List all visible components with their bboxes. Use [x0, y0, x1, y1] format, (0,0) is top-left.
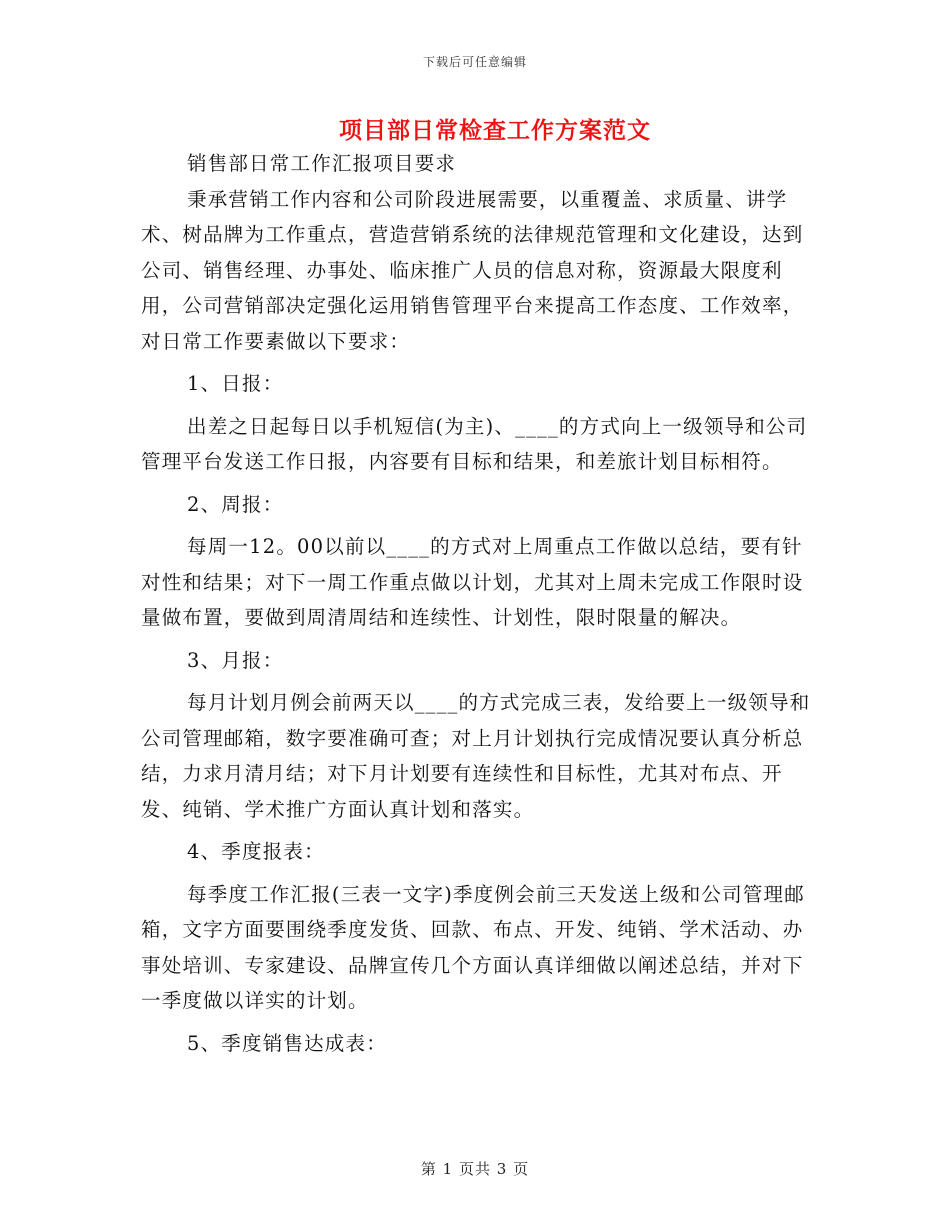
page-footer: 第 1 页共 3 页 — [420, 1160, 530, 1178]
paragraph-intro: 秉承营销工作内容和公司阶段进展需要，以重覆盖、求质量、讲学术、树品牌为工作重点，营造营销系统的法律规范管理和文化建设，达到公司、销售经理、办事处、临床推广人员的信息对称，资源最大限度利用，公司营销部决定强化运用销售管理平台来提高工作态度、工作效率，对日常工作要素做以下要求： — [141, 187, 804, 353]
paragraph-weekly: 每周一12。00以前以____的方式对上周重点工作做以总结，要有针对性和结果；对下一周工作重点做以计划，尤其对上周未完成工作限时设量做布置，要做到周清周结和连续性、计划性，限时限量的解决。 — [141, 535, 804, 629]
paragraph-monthly: 每月计划月例会前两天以____的方式完成三表，发给要上一级领导和公司管理邮箱，数字要准确可查；对上月计划执行完成情况要认真分析总结，力求月清月结；对下月计划要有连续性和目标性，尤其对布点、开发、纯销、学术推广方面认真计划和落实。 — [141, 691, 811, 821]
document-title: 项目部日常检查工作方案范文 — [339, 117, 651, 144]
section-heading-monthly: 3、月报： — [187, 648, 284, 672]
section-heading-weekly: 2、周报： — [187, 492, 284, 516]
section-heading-quarterly: 4、季度报表： — [187, 840, 325, 863]
paragraph-quarterly: 每季度工作汇报(三表一文字)季度例会前三天发送上级和公司管理邮箱，文字方面要围绕季度发货、回款、布点、开发、纯销、学术活动、办事处培训、专家建设、品牌宣传几个方面认真详细做以阐述总结，并对下一季度做以详实的计划。 — [141, 882, 805, 1012]
section-heading-quarterly-sales: 5、季度销售达成表： — [187, 1031, 387, 1055]
document-body — [141, 146, 813, 1061]
paragraph-daily: 出差之日起每日以手机短信(为主)、____的方式向上一级领导和公司管理平台发送工作日报，内容要有目标和结果，和差旅计划目标相符。 — [141, 414, 808, 473]
header-note: 下载后可任意编辑 — [422, 55, 527, 69]
section-heading-daily: 1、日报： — [187, 372, 284, 395]
paragraph-subtitle: 销售部日常工作汇报项目要求 — [187, 152, 457, 175]
